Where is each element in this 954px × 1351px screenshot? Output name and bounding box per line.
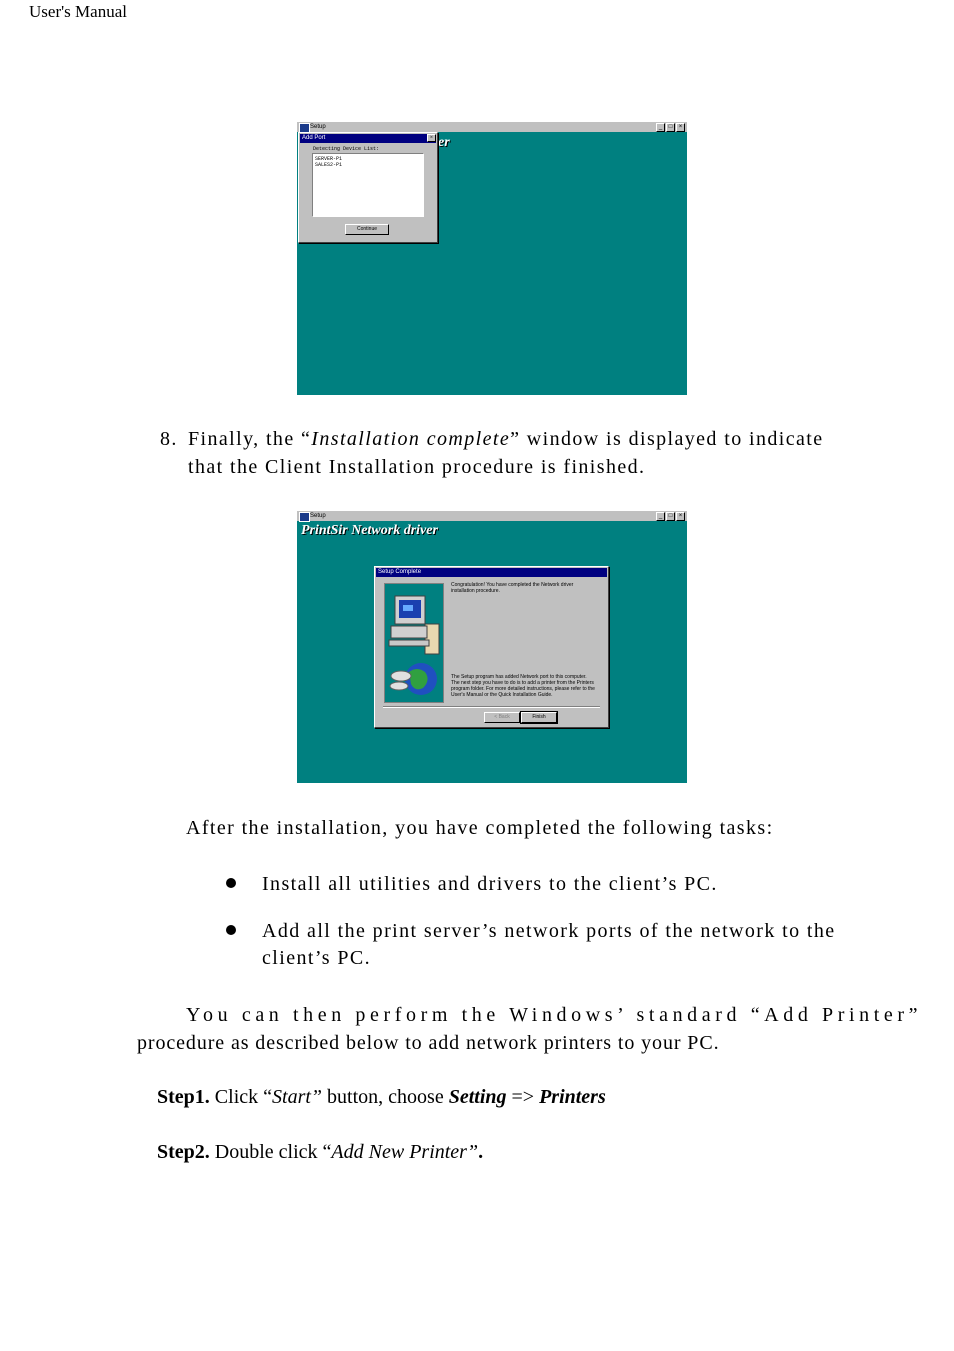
setup-window-title: Setup bbox=[310, 513, 326, 519]
step1-printers: Printers bbox=[539, 1086, 606, 1108]
step2-label: Step2. bbox=[157, 1141, 210, 1163]
bullet-icon bbox=[226, 925, 236, 935]
step8-line1 bbox=[188, 425, 824, 453]
finish-button[interactable]: Finish bbox=[521, 712, 557, 723]
step1-setting: Setting bbox=[448, 1086, 507, 1108]
add-port-dialog-title: Add Port bbox=[300, 134, 436, 143]
step2-t1: Double click “ bbox=[209, 1141, 332, 1163]
step1-t2: button, choose bbox=[322, 1086, 449, 1108]
dialog-close-icon[interactable]: × bbox=[427, 134, 436, 142]
minimize-icon[interactable]: _ bbox=[656, 512, 665, 521]
congratulation-text: Congratulation! You have completed the Network driver installation procedure. bbox=[451, 582, 574, 594]
maximize-icon[interactable]: □ bbox=[666, 123, 675, 132]
back-button[interactable]: < Back bbox=[484, 712, 520, 723]
step1-start: Start” bbox=[272, 1086, 323, 1108]
step1-t3: => bbox=[506, 1086, 540, 1108]
setup-window-title: Setup bbox=[310, 124, 326, 130]
bullet-2-line2: client’s PC. bbox=[262, 947, 372, 969]
detecting-label: Detecting Device List: bbox=[313, 146, 380, 152]
step2-t2: . bbox=[478, 1141, 484, 1163]
close-icon[interactable]: × bbox=[676, 512, 685, 521]
add-printer-line1: You can then perform the Windows’ standard “Add Printer” bbox=[186, 1004, 923, 1026]
step8-line2: that the Client Installation procedure is finished. bbox=[188, 456, 646, 478]
step1-t1: Click “ bbox=[209, 1086, 273, 1108]
setup-info-text: The Setup program has added Network port to this computer. The next step you have to do is to add a printer from the Printers program folder. For more detailed instructions, please refer to the User's Manual or the Quick Installation Guide. bbox=[451, 674, 595, 698]
step2-line bbox=[157, 1141, 483, 1164]
step8-before: Finally, the “ bbox=[188, 428, 312, 450]
setup-title-bar bbox=[297, 511, 687, 521]
computer-globe-illustration bbox=[384, 583, 444, 703]
device-list-item[interactable]: SERVER-P1 bbox=[315, 156, 343, 162]
dialog-divider bbox=[383, 706, 600, 708]
step1-line bbox=[157, 1086, 606, 1109]
continue-button[interactable]: Continue bbox=[345, 224, 389, 235]
add-port-dialog bbox=[298, 132, 438, 243]
setup-complete-dialog-title: Setup Complete bbox=[376, 568, 607, 577]
setup-complete-dialog bbox=[374, 566, 609, 728]
device-list-item[interactable]: SALES2-P1 bbox=[315, 162, 343, 168]
close-icon[interactable]: × bbox=[676, 123, 685, 132]
bullet-2-line1: Add all the print server’s network ports of the network to the bbox=[262, 920, 836, 942]
brand-title: PrintSir Network driver bbox=[301, 523, 438, 538]
step8-italic: Installation complete bbox=[311, 428, 511, 450]
bullet-icon bbox=[226, 878, 236, 888]
device-list[interactable] bbox=[312, 153, 424, 217]
setup-complete-screenshot bbox=[297, 511, 687, 783]
brand-title-fragment: er bbox=[438, 135, 450, 150]
maximize-icon[interactable]: □ bbox=[666, 512, 675, 521]
add-port-screenshot bbox=[297, 122, 687, 395]
bullet-1-text: Install all utilities and drivers to the client’s PC. bbox=[262, 873, 718, 895]
setup-title-bar bbox=[297, 122, 687, 132]
setup-app-icon bbox=[299, 512, 310, 522]
minimize-icon[interactable]: _ bbox=[656, 123, 665, 132]
after-install-text: After the installation, you have completed the following tasks: bbox=[186, 817, 774, 839]
add-printer-line2: procedure as described below to add network printers to your PC. bbox=[137, 1032, 720, 1054]
step1-label: Step1. bbox=[157, 1086, 210, 1108]
page-header: User's Manual bbox=[29, 2, 127, 21]
step8-after: ” window is displayed to indicate bbox=[510, 428, 824, 450]
step2-name: Add New Printer” bbox=[331, 1141, 479, 1163]
step8-number: 8. bbox=[160, 428, 178, 450]
